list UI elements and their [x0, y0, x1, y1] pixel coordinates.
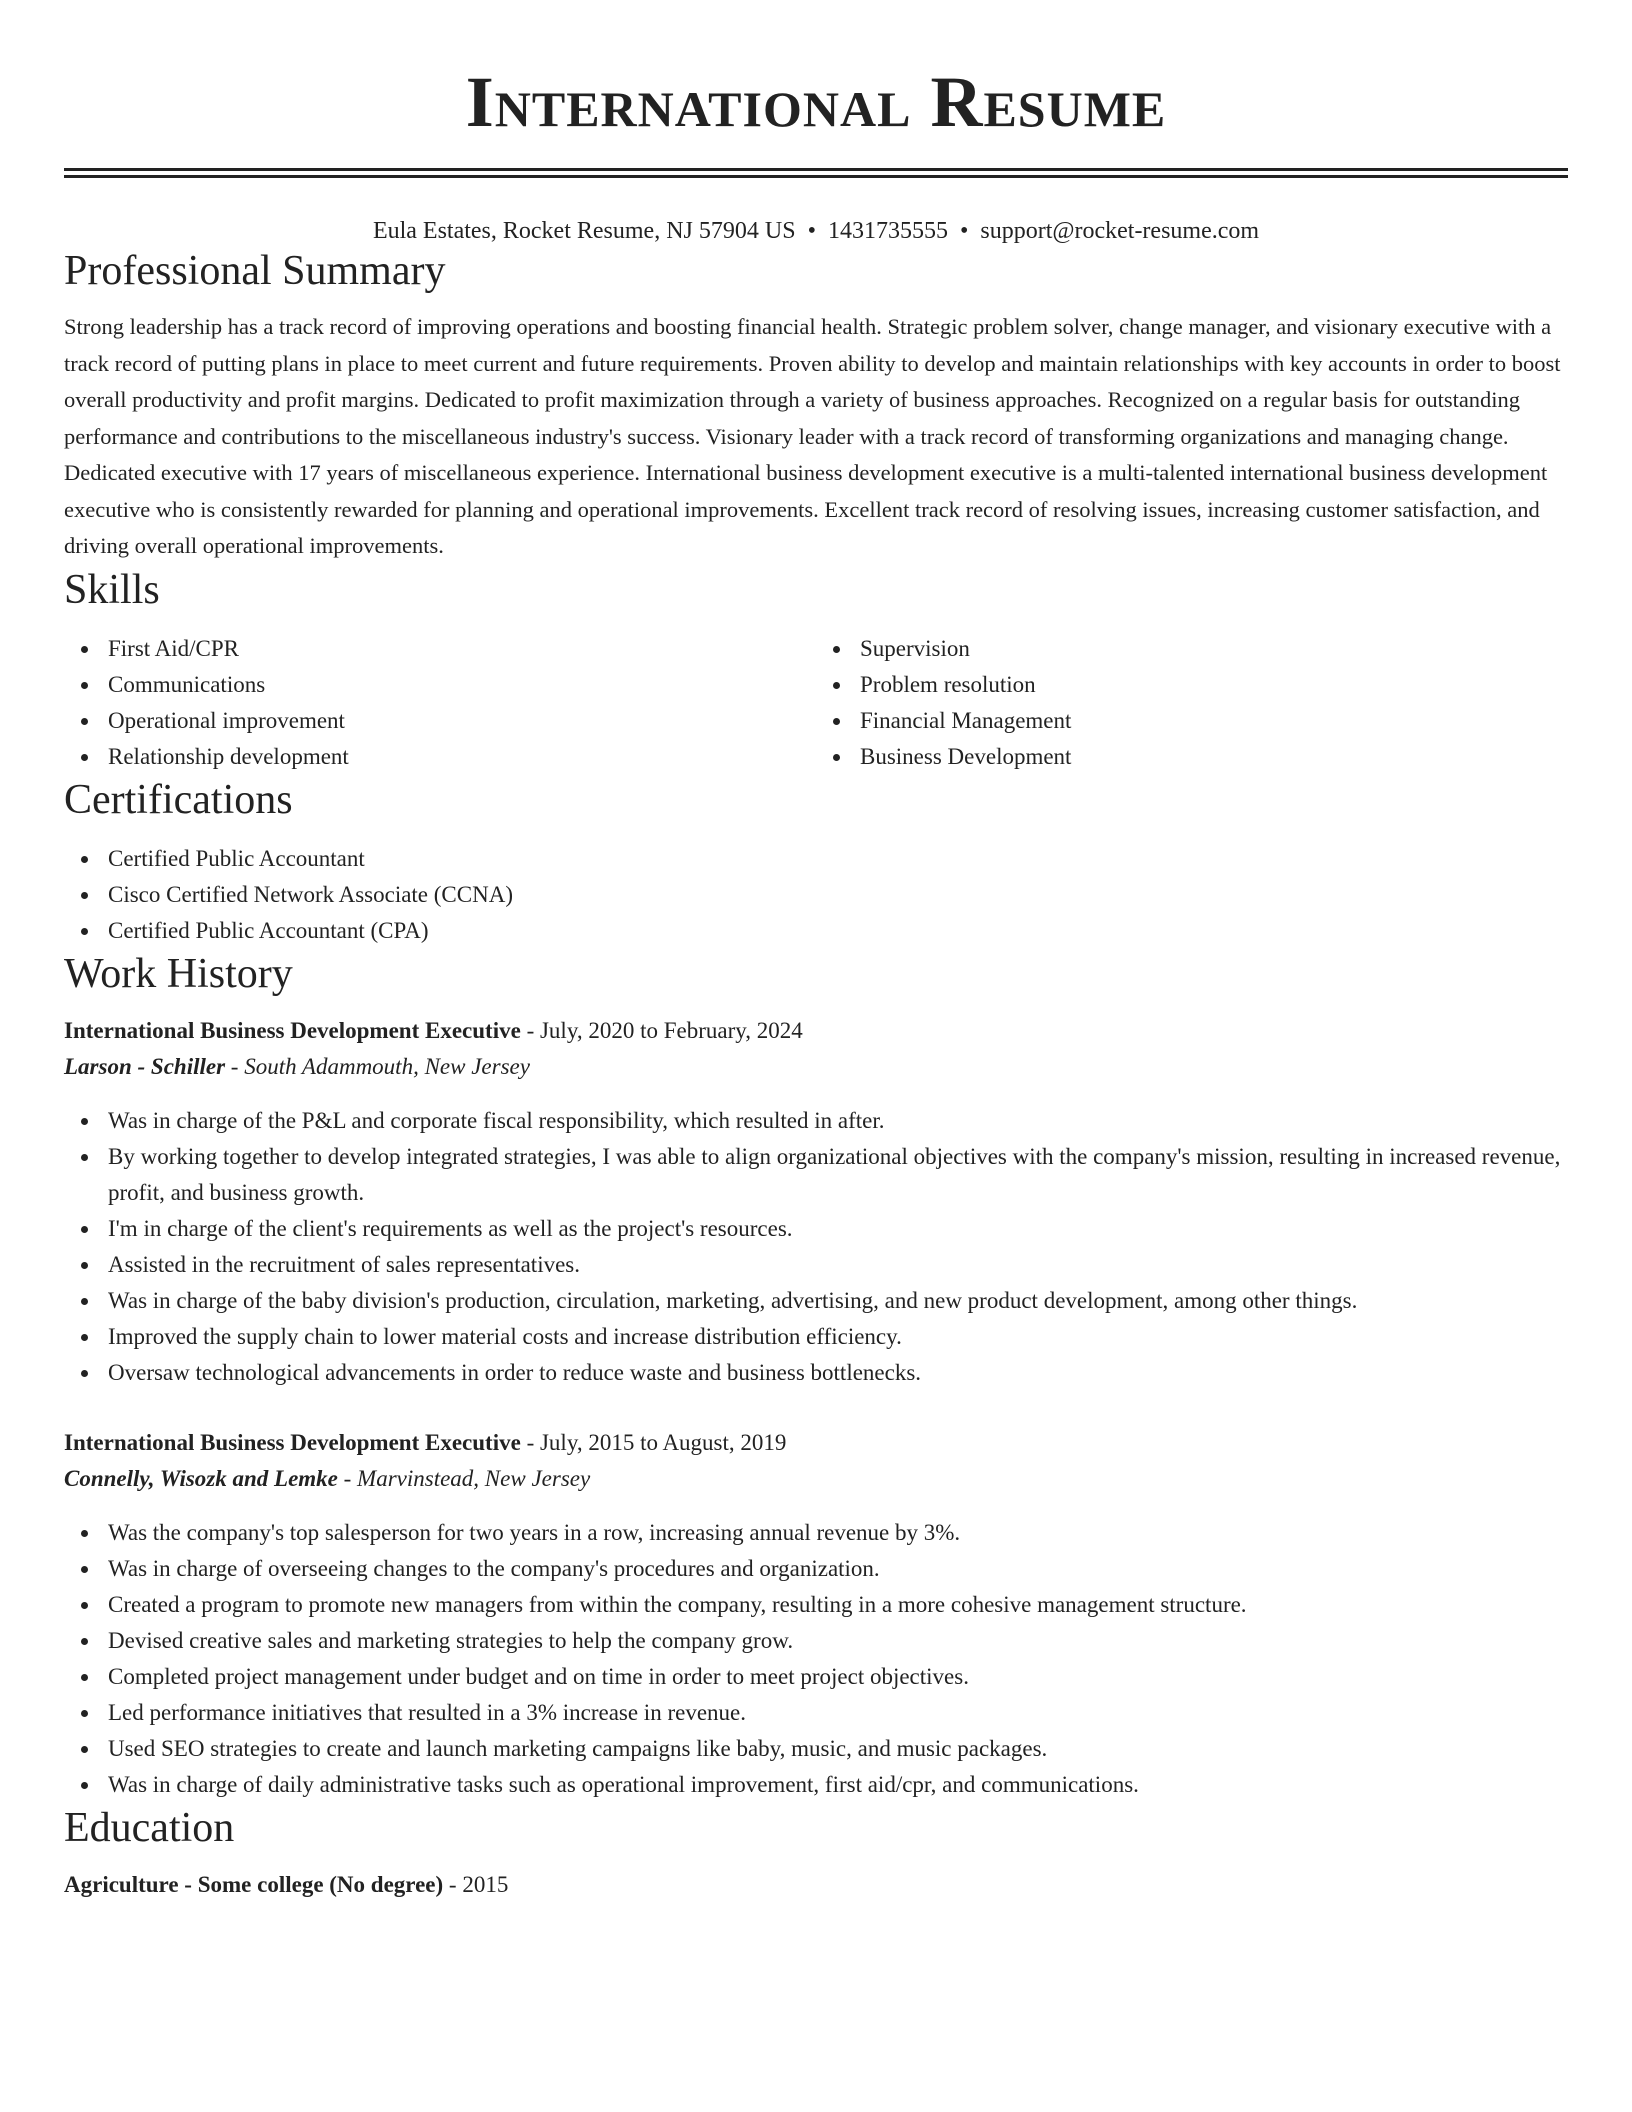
skill-item: Supervision	[860, 631, 1568, 667]
skill-item: Business Development	[860, 739, 1568, 775]
certifications-list	[64, 841, 1568, 949]
summary-heading: Professional Summary	[64, 248, 446, 294]
contact-line	[64, 216, 1568, 246]
skill-item: Communications	[108, 667, 816, 703]
education-heading: Education	[64, 1804, 235, 1851]
resume-title: International Resume	[465, 62, 1167, 142]
skill-item: Problem resolution	[860, 667, 1568, 703]
contact-separator: •	[807, 218, 816, 244]
job-bullet: Led performance initiatives that resulted in a 3% increase in revenue.	[108, 1695, 1568, 1731]
job-bullet: Improved the supply chain to lower material costs and increase distribution efficiency.	[108, 1319, 1568, 1355]
skill-item: Operational improvement	[108, 703, 816, 739]
work-history-heading: Work History	[64, 950, 293, 997]
job-bullet: Used SEO strategies to create and launch marketing campaigns like baby, music, and music packages.	[108, 1731, 1568, 1767]
certification-item: Certified Public Accountant	[108, 841, 1568, 877]
job-bullets	[64, 1103, 1568, 1391]
company-name: Larson - Schiller	[64, 1053, 226, 1079]
title-divider	[64, 168, 1568, 178]
skill-item: First Aid/CPR	[108, 631, 816, 667]
job-entry	[64, 1013, 1568, 1391]
education-year: - 2015	[443, 1871, 509, 1897]
job-bullet: Was in charge of daily administrative tasks such as operational improvement, first aid/cpr, and communications.	[108, 1767, 1568, 1803]
education-entry	[64, 1867, 1568, 1903]
skills-right-list	[816, 631, 1568, 775]
contact-address: Eula Estates, Rocket Resume, NJ 57904 US	[372, 218, 796, 244]
job-entry	[64, 1425, 1568, 1803]
job-bullet: Created a program to promote new managers from within the company, resulting in a more cohesive management structure.	[108, 1587, 1568, 1623]
education-degree: Agriculture - Some college (No degree)	[64, 1871, 444, 1897]
certification-item: Certified Public Accountant (CPA)	[108, 913, 1568, 949]
job-bullet: Oversaw technological advancements in order to reduce waste and business bottlenecks.	[108, 1355, 1568, 1391]
skills-left-list	[64, 631, 816, 775]
company-location: - Marvinstead, New Jersey	[337, 1465, 591, 1491]
job-bullet: Devised creative sales and marketing strategies to help the company grow.	[108, 1623, 1568, 1659]
skill-item: Relationship development	[108, 739, 816, 775]
job-bullet: Assisted in the recruitment of sales representatives.	[108, 1247, 1568, 1283]
job-bullet: Was in charge of overseeing changes to the company's procedures and organization.	[108, 1551, 1568, 1587]
skills-grid	[64, 631, 1568, 775]
job-title: International Business Development Executive	[64, 1017, 521, 1043]
summary-text: Strong leadership has a track record of improving operations and boosting financial health. Strategic problem solver, change manager, and visionary executive with a track record of putting plans in place to meet current and future requirements. Proven ability to develop and maintain relationships with key accounts in order to boost overall productivity and profit margins. Dedicated to profit maximization through a variety of business approaches. Recognized on a regular basis for outstanding performance and contributions to the miscellaneous industry's success. Visionary leader with a track record of transforming organizations and managing change. Dedicated executive with 17 years of miscellaneous experience. International business development executive is a multi-talented international business development executive who is consistently rewarded for planning and operational improvements. Excellent track record of resolving issues, increasing customer satisfaction, and driving overall operational improvements.	[64, 314, 1561, 558]
contact-phone: 1431735555	[827, 218, 948, 244]
contact-email: support@rocket-resume.com	[980, 218, 1260, 244]
job-bullet: I'm in charge of the client's requirements as well as the project's resources.	[108, 1211, 1568, 1247]
company-name: Connelly, Wisozk and Lemke	[64, 1465, 338, 1491]
skill-item: Financial Management	[860, 703, 1568, 739]
job-bullet: Completed project management under budget and on time in order to meet project objectives.	[108, 1659, 1568, 1695]
company-location: - South Adammouth, New Jersey	[225, 1053, 530, 1079]
job-title-line	[64, 1013, 1568, 1049]
job-bullet: Was in charge of the baby division's production, circulation, marketing, advertising, and new product development, among other things.	[108, 1283, 1568, 1319]
job-dates: - July, 2015 to August, 2019	[520, 1429, 787, 1455]
company-line	[64, 1049, 1568, 1085]
company-line	[64, 1461, 1568, 1497]
job-bullet: By working together to develop integrated strategies, I was able to align organizational objectives with the company's mission, resulting in increased revenue, profit, and business growth.	[108, 1139, 1568, 1211]
job-bullets	[64, 1515, 1568, 1803]
job-bullet: Was the company's top salesperson for two years in a row, increasing annual revenue by 3%.	[108, 1515, 1568, 1551]
certification-item: Cisco Certified Network Associate (CCNA)	[108, 877, 1568, 913]
certifications-heading: Certifications	[64, 776, 293, 823]
skills-heading: Skills	[64, 566, 160, 613]
job-bullet: Was in charge of the P&L and corporate fiscal responsibility, which resulted in after.	[108, 1103, 1568, 1139]
job-title: International Business Development Executive	[64, 1429, 521, 1455]
job-title-line	[64, 1425, 1568, 1461]
contact-separator: •	[959, 218, 969, 244]
job-dates: - July, 2020 to February, 2024	[520, 1017, 803, 1043]
